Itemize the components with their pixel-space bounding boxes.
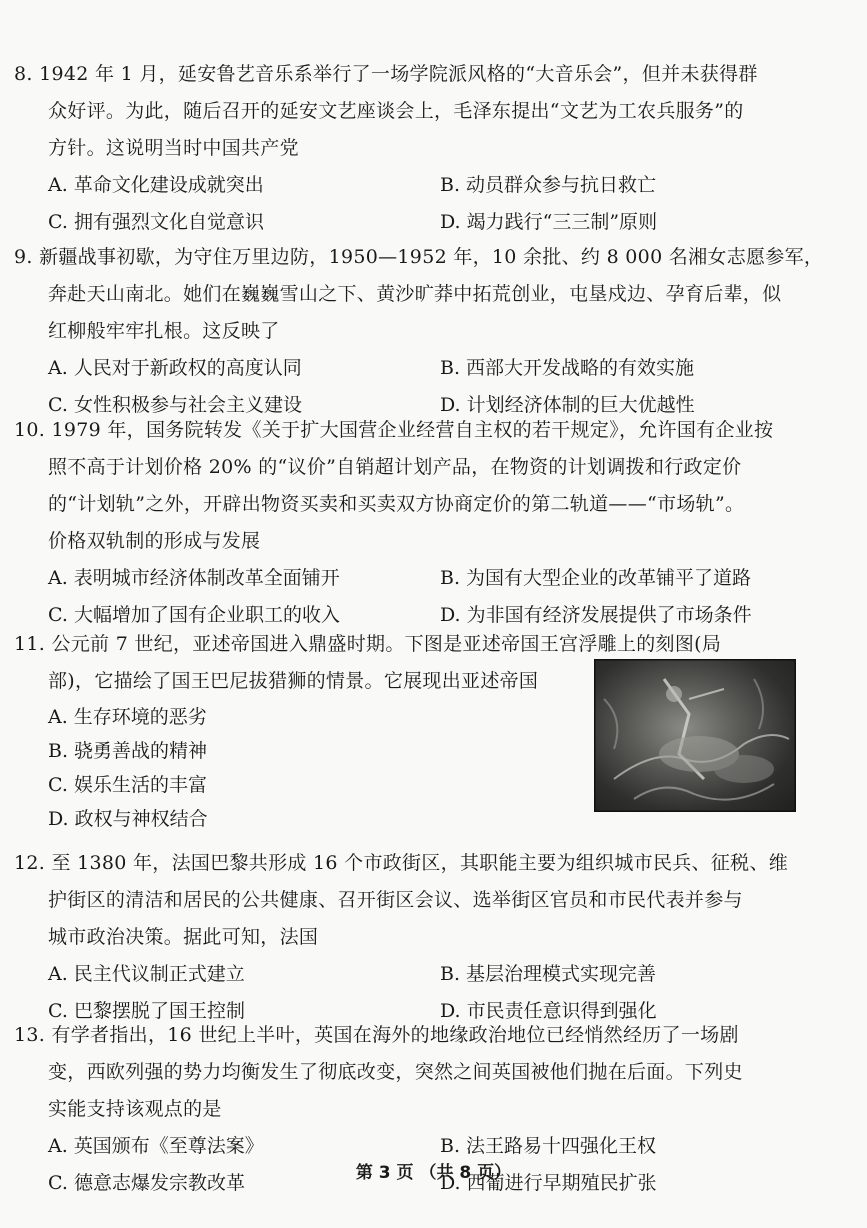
option-a: A. 民主代议制正式建立	[48, 963, 245, 985]
question-8	[14, 56, 837, 241]
option-b: B. 动员群众参与抗日救亡	[440, 174, 657, 196]
question-stem: 照不高于计划价格 20% 的“议价”自销超计划产品，在物资的计划调拨和行政定价	[48, 456, 742, 478]
question-stem: 13. 有学者指出，16 世纪上半叶，英国在海外的地缘政治地位已经悄然经历了一场剧	[14, 1024, 739, 1046]
option-d: D. 政权与神权结合	[48, 808, 208, 830]
option-d: D. 竭力践行“三三制”原则	[440, 211, 658, 233]
question-stem: 10. 1979 年，国务院转发《关于扩大国营企业经营自主权的若干规定》，允许国有企业按	[14, 419, 774, 441]
question-stem: 12. 至 1380 年，法国巴黎共形成 16 个市政街区，其职能主要为组织城市民兵、征税、维	[14, 852, 789, 874]
question-stem: 众好评。为此，随后召开的延安文艺座谈会上，毛泽东提出“文艺为工农兵服务”的	[48, 100, 744, 122]
question-10	[14, 412, 837, 634]
question-12	[14, 845, 837, 1030]
question-stem: 实能支持该观点的是	[48, 1098, 222, 1120]
option-c: C. 拥有强烈文化自觉意识	[48, 211, 264, 233]
option-b: B. 西部大开发战略的有效实施	[440, 357, 695, 379]
option-c: C. 女性积极参与社会主义建设	[48, 394, 302, 416]
option-d: D. 为非国有经济发展提供了市场条件	[440, 604, 752, 626]
option-b: B. 骁勇善战的精神	[48, 740, 208, 762]
question-stem: 方针。这说明当时中国共产党	[48, 137, 299, 159]
question-stem: 护街区的清洁和居民的公共健康、召开街区会议、选举街区官员和市民代表并参与	[48, 889, 743, 911]
question-stem: 的“计划轨”之外，开辟出物资买卖和买卖双方协商定价的第二轨道——“市场轨”。	[48, 493, 745, 515]
option-b: B. 法王路易十四强化王权	[440, 1135, 657, 1157]
question-stem: 11. 公元前 7 世纪，亚述帝国进入鼎盛时期。下图是亚述帝国王宫浮雕上的刻图(局	[14, 633, 722, 655]
assyrian-relief-image	[594, 659, 796, 812]
question-stem: 9. 新疆战事初歇，为守住万里边防，1950—1952 年，10 余批、约 8 000 名湘女志愿参军，	[14, 246, 824, 268]
option-c: C. 大幅增加了国有企业职工的收入	[48, 604, 340, 626]
option-a: A. 英国颁布《至尊法案》	[48, 1135, 264, 1157]
option-a: A. 人民对于新政权的高度认同	[48, 357, 302, 379]
question-stem: 变，西欧列强的势力均衡发生了彻底改变，突然之间英国被他们抛在后面。下列史	[48, 1061, 743, 1083]
option-c: C. 德意志爆发宗教改革	[48, 1172, 245, 1194]
question-stem: 奔赴天山南北。她们在巍巍雪山之下、黄沙旷莽中拓荒创业，屯垦戍边、孕育后辈，似	[48, 283, 782, 305]
question-stem: 价格双轨制的形成与发展	[48, 530, 261, 552]
option-c: C. 娱乐生活的丰富	[48, 774, 207, 796]
question-stem: 红柳般牢牢扎根。这反映了	[48, 320, 280, 342]
option-d: D. 西葡进行早期殖民扩张	[440, 1172, 657, 1194]
option-d: D. 计划经济体制的巨大优越性	[440, 394, 695, 416]
option-a: A. 生存环境的恶劣	[48, 706, 207, 728]
question-stem: 8. 1942 年 1 月，延安鲁艺音乐系举行了一场学院派风格的“大音乐会”，但并未获得群	[14, 63, 758, 85]
option-b: B. 为国有大型企业的改革铺平了道路	[440, 567, 752, 589]
option-a: A. 表明城市经济体制改革全面铺开	[48, 567, 340, 589]
question-9	[14, 239, 837, 424]
option-d: D. 市民责任意识得到强化	[440, 1000, 657, 1022]
question-stem: 城市政治决策。据此可知，法国	[48, 926, 319, 948]
question-stem: 部)，它描绘了国王巴尼拔猎狮的情景。它展现出亚述帝国	[48, 670, 539, 692]
option-c: C. 巴黎摆脱了国王控制	[48, 1000, 245, 1022]
option-b: B. 基层治理模式实现完善	[440, 963, 657, 985]
page-number-footer: 第 3 页 （共 8 页）	[355, 1163, 512, 1183]
option-a: A. 革命文化建设成就突出	[48, 174, 264, 196]
